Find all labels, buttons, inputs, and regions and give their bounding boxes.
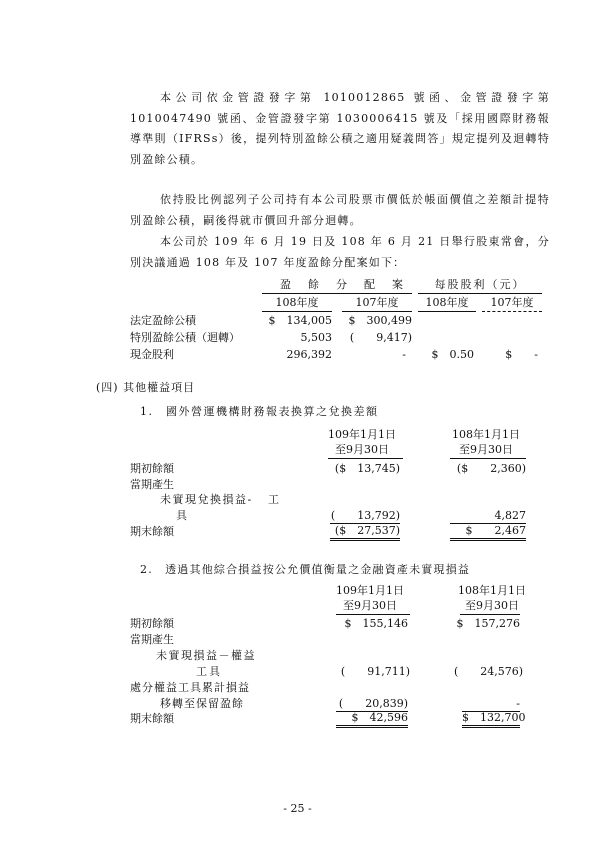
table1-opening-2019: ($ 2,360) [456, 462, 526, 475]
paragraph-shareholder-meeting: 本公司於 109 年 6 月 19 日及 108 年 6 月 21 日舉行股東常會，分別決議通過 108 年及 107 年度盈餘分配案如下： [130, 235, 550, 269]
table2-title: 2. 透過其他綜合損益按公允價值衡量之金融資產未實現損益 [140, 563, 471, 576]
table1-unrealized-label-cont: 工 [268, 493, 279, 506]
row-special-reserve-label: 特別盈餘公積（迴轉） [130, 331, 240, 344]
row-legal-reserve-107: $ 300,499 [348, 314, 412, 327]
table2-opening-2020: $ 155,146 [344, 617, 408, 630]
table1-closing-2019: $ 2,467 [450, 524, 526, 541]
table1-col2-line2: 至9月30日 [459, 443, 513, 456]
col-107-dps-header: 107年度 [490, 296, 534, 309]
row-cash-dividend-dps-107: $ - [505, 348, 538, 361]
row-cash-dividend-108: 296,392 [286, 348, 332, 361]
row-cash-dividend-label: 現金股利 [130, 348, 174, 361]
table2-closing-label: 期末餘額 [130, 712, 174, 725]
table1-unrealized-label: 未實現兌換損益- [160, 493, 253, 506]
table1-opening-2020: ($ 13,745) [334, 462, 400, 475]
section-heading: (四) 其他權益項目 [96, 381, 196, 394]
table2-unrealized-label-cont: 工具 [196, 665, 222, 678]
table2-closing-2019: $ 132,700 [462, 711, 520, 728]
table1-current-label: 當期產生 [130, 478, 174, 491]
table2-opening-2019: $ 157,276 [456, 617, 520, 630]
row-legal-reserve-108: $ 134,005 [268, 314, 332, 327]
table2-col1-line2: 至9月30日 [343, 599, 397, 612]
row-special-reserve-108: 5,503 [300, 331, 332, 344]
table2-col1-line1: 109年1月1日 [336, 584, 404, 597]
table2-col2-line1: 108年1月1日 [458, 584, 526, 597]
col-107-header: 107年度 [355, 296, 399, 309]
table1-closing-2020: ($ 27,537) [330, 524, 400, 541]
table2-current-label: 當期產生 [130, 633, 174, 646]
table2-opening-label: 期初餘額 [130, 617, 174, 630]
col-108-dps-header: 108年度 [425, 296, 469, 309]
table2-disposal-2019: - [462, 697, 520, 712]
row-cash-dividend-dps-108: $ 0.50 [431, 348, 474, 361]
row-legal-reserve-label: 法定盈餘公積 [130, 314, 196, 327]
col-108-header: 108年度 [275, 296, 319, 309]
table2-closing-2020: $ 42,596 [336, 711, 408, 728]
paragraph-subsidiary-shares: 依持股比例認列子公司持有本公司股票市價低於帳面價值之差額計提特別盈餘公積，嗣後得就市價回升部分迴轉。 [130, 193, 550, 227]
table1-opening-label: 期初餘額 [130, 462, 174, 475]
table1-col1-line2: 至9月30日 [335, 443, 389, 456]
table1-col2-line1: 108年1月1日 [452, 428, 520, 441]
dist-group-label: 盈 餘 分 配 案 [280, 278, 406, 291]
table2-unrealized-2019: ( 24,576) [454, 665, 524, 678]
table2-disposal-label-cont: 移轉至保留盈餘 [160, 697, 244, 710]
row-cash-dividend-107: - [402, 348, 406, 361]
table2-col2-line2: 至9月30日 [465, 599, 519, 612]
table2-disposal-label: 處分權益工具累計損益 [130, 681, 250, 694]
table1-unrealized-2020: ( 13,792) [330, 509, 400, 522]
table1-title: 1. 國外營運機構財務報表換算之兌換差額 [140, 405, 379, 418]
table2-disposal-2020: ( 20,839) [336, 697, 408, 712]
row-special-reserve-107: ( 9,417) [349, 331, 412, 344]
table2-unrealized-2020: ( 91,711) [340, 665, 410, 678]
page-number: - 25 - [283, 802, 312, 815]
table1-closing-label: 期末餘額 [130, 525, 174, 538]
dividend-per-share-label: 每股股利（元） [434, 278, 526, 291]
table1-unrealized-label-end: 具 [176, 509, 187, 522]
paragraph-special-reserve: 本公司依金管證發字第 1010012865 號函、金管證發字第 1010047490 號函、金管證發字第 1030006415 號及「採用國際財務報導準則（IFRSs）後，提列特別盈餘公積之適用疑義問答」規定提列及迴轉特別盈餘公積。 [130, 91, 550, 166]
table1-col1-line1: 109年1月1日 [328, 428, 396, 441]
table1-unrealized-2019: 4,827 [450, 509, 526, 524]
table2-unrealized-label: 未實現損益－權益 [156, 649, 256, 662]
